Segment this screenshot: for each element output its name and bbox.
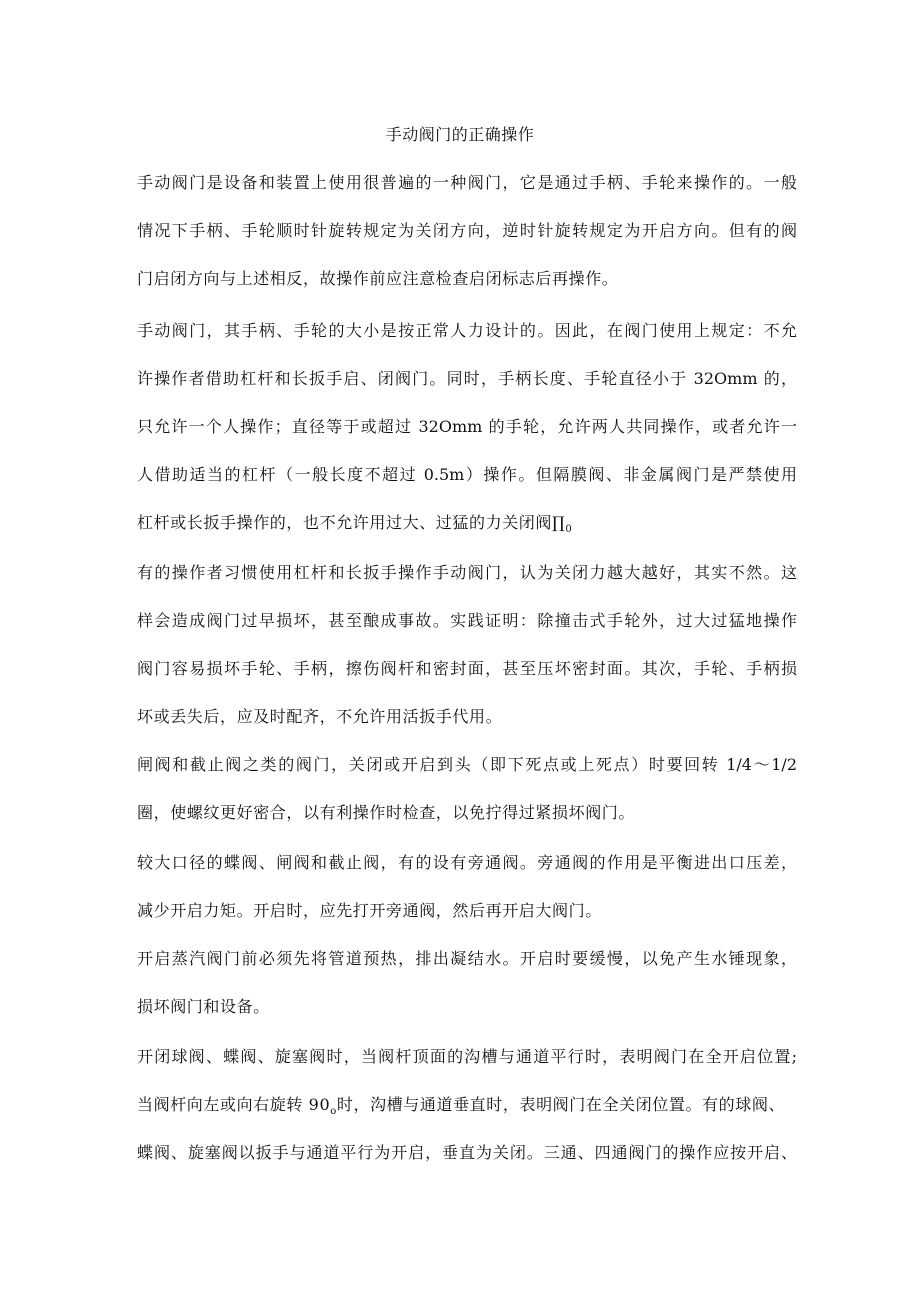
paragraph-line: 开闭球阀、蝶阀、旋塞阀时，当阀杆顶面的沟槽与通道平行时，表明阀门在全开启位置; bbox=[137, 1047, 797, 1066]
paragraph-line: 门启闭方向与上述相反，故操作前应注意检查启闭标志后再操作。 bbox=[137, 269, 619, 288]
subscript-mark: o bbox=[330, 1106, 337, 1117]
paragraph-line: 只允许一个人操作；直径等于或超过 32Omm 的手轮，允许两人共同操作，或者允许一 bbox=[137, 417, 797, 436]
paragraph-line: 样会造成阀门过早损坏，甚至酿成事故。实践证明：除撞击式手轮外，过大过猛地操作 bbox=[137, 611, 797, 630]
page-title: 手动阀门的正确操作 bbox=[385, 125, 535, 144]
paragraph-line: 减少开启力矩。开启时，应先打开旁通阀，然后再开启大阀门。 bbox=[137, 901, 602, 920]
paragraph-line: 人借助适当的杠杆（一般长度不超过 0.5m）操作。但隔膜阀、非金属阀门是严禁使用 bbox=[137, 465, 797, 484]
subscript-mark: 0 bbox=[565, 524, 573, 535]
paragraph-line: 阀门容易损坏手轮、手柄，擦伤阀杆和密封面，甚至压坏密封面。其次，手轮、手柄损 bbox=[137, 659, 797, 678]
paragraph-line: 许操作者借助杠杆和长扳手启、闭阀门。同时，手柄长度、手轮直径小于 32Omm 的， bbox=[137, 369, 797, 388]
paragraph-line: 蝶阀、旋塞阀以扳手与通道平行为开启，垂直为关闭。三通、四通阀门的操作应按开启、 bbox=[137, 1143, 797, 1162]
line-text: 时，沟槽与通道垂直时，表明阀门在全关闭位置。有的球阀、 bbox=[336, 1095, 786, 1114]
paragraph-line: 有的操作者习惯使用杠杆和长扳手操作手动阀门，认为关闭力越大越好，其实不然。这 bbox=[137, 563, 797, 582]
line-text: 当阀杆向左或向右旋转 90 bbox=[137, 1095, 331, 1114]
paragraph-line bbox=[137, 1094, 797, 1123]
paragraph-line: 手动阀门，其手柄、手轮的大小是按正常人力设计的。因此，在阀门使用上规定：不允 bbox=[137, 321, 797, 340]
paragraph-line: 损坏阀门和设备。 bbox=[137, 997, 270, 1016]
paragraph-line: 坏或丢失后，应及时配齐，不允许用活扳手代用。 bbox=[137, 707, 503, 726]
paragraph-line: 较大口径的蝶阀、闸阀和截止阀，有的设有旁通阀。旁通阀的作用是平衡进出口压差， bbox=[137, 853, 797, 872]
paragraph-line: 闸阀和截止阀之类的阀门，关闭或开启到头（即下死点或上死点）时要回转 1/4～1/2 bbox=[137, 755, 797, 774]
paragraph-line: 圈，使螺纹更好密合，以有利操作时检查，以免拧得过紧损坏阀门。 bbox=[137, 803, 636, 822]
line-text: 杠杆或长扳手操作的，也不允许用过大、过猛的力关闭阀∏ bbox=[137, 513, 566, 532]
paragraph-line: 开启蒸汽阀门前必须先将管道预热，排出凝结水。开启时要缓慢，以免产生水锤现象， bbox=[137, 949, 797, 968]
paragraph-line bbox=[137, 512, 797, 541]
paragraph-line: 手动阀门是设备和装置上使用很普遍的一种阀门，它是通过手柄、手轮来操作的。一般 bbox=[137, 173, 797, 192]
paragraph-line: 情况下手柄、手轮顺时针旋转规定为关闭方向，逆时针旋转规定为开启方向。但有的阀 bbox=[137, 221, 797, 240]
